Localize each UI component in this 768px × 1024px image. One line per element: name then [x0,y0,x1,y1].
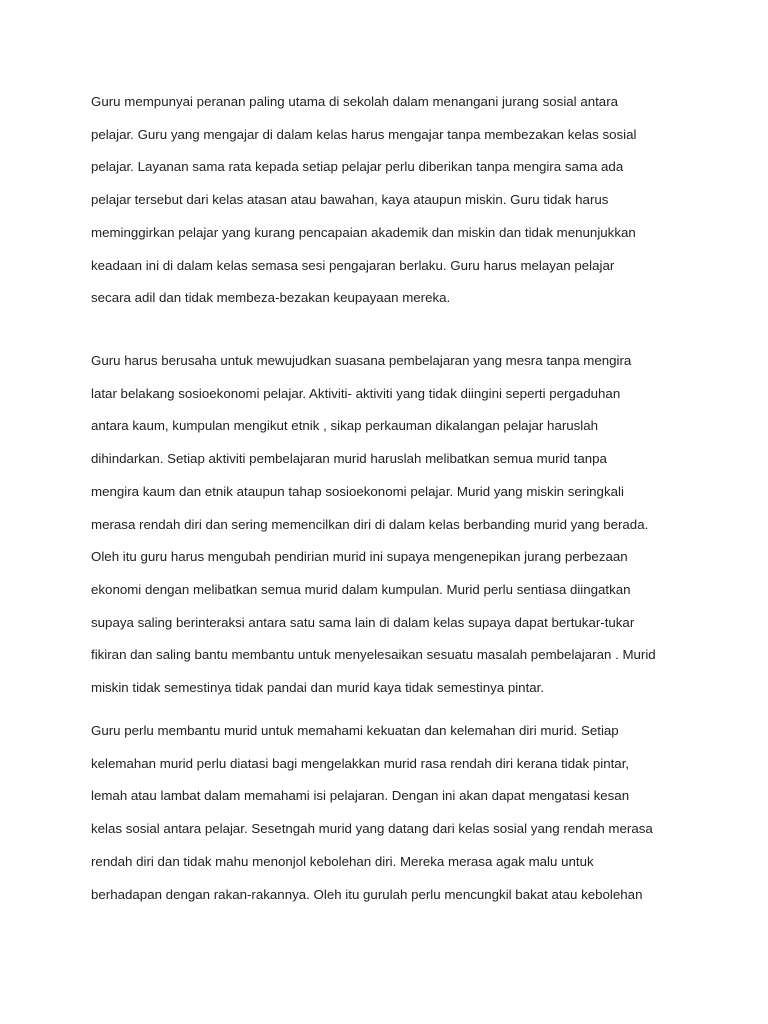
paragraph-line: secara adil dan tidak membeza-bezakan keupayaan mereka. [91,290,451,306]
paragraph-line: latar belakang sosioekonomi pelajar. Aktiviti- aktiviti yang tidak diingini seperti pergaduhan [91,385,621,401]
paragraph-line: kelemahan murid perlu diatasi bagi mengelakkan murid rasa rendah diri kerana tidak pintar, [91,755,630,771]
paragraph-line: Guru harus berusaha untuk mewujudkan suasana pembelajaran yang mesra tanpa mengira [91,353,632,368]
paragraph-1 [91,86,691,315]
paragraph-line: mengira kaum dan etnik ataupun tahap sosioekonomi pelajar. Murid yang miskin seringkali [91,483,624,499]
paragraph-line: lemah atau lambat dalam memahami isi pelajaran. Dengan ini akan dapat mengatasi kesan [91,788,630,804]
paragraph-line: fikiran dan saling bantu membantu untuk menyelesaikan sesuatu masalah pembelajaran . Murid [91,647,656,663]
paragraph-line: miskin tidak semestinya tidak pandai dan murid kaya tidak semestinya pintar. [91,680,545,696]
paragraph-line: dihindarkan. Setiap aktiviti pembelajaran murid haruslah melibatkan semua murid tanpa [91,451,607,467]
paragraph-3 [91,715,691,911]
paragraph-line: merasa rendah diri dan sering memencilkan diri di dalam kelas berbanding murid yang berada. [91,516,649,532]
paragraph-line: berhadapan dengan rakan-rakannya. Oleh itu gurulah perlu mencungkil bakat atau kebolehan [91,886,643,902]
paragraph-line: Guru mempunyai peranan paling utama di sekolah dalam menangani jurang sosial antara [91,94,619,109]
paragraph-line: Guru perlu membantu murid untuk memahami kekuatan dan kelemahan diri murid. Setiap [91,723,619,738]
paragraph-line: pelajar. Guru yang mengajar di dalam kelas harus mengajar tanpa membezakan kelas sosial [91,126,637,142]
paragraph-line: Oleh itu guru harus mengubah pendirian murid ini supaya mengenepikan jurang perbezaan [91,549,628,565]
paragraph-line: rendah diri dan tidak mahu menonjol kebolehan diri. Mereka merasa agak malu untuk [91,853,594,869]
paragraph-line: kelas sosial antara pelajar. Sesetngah murid yang datang dari kelas sosial yang rendah merasa [91,821,653,837]
paragraph-line: meminggirkan pelajar yang kurang pencapaian akademik dan miskin dan tidak menunjukkan [91,224,636,240]
paragraph-line: supaya saling berinteraksi antara satu sama lain di dalam kelas supaya dapat bertukar-tukar [91,614,635,630]
paragraph-line: pelajar tersebut dari kelas atasan atau bawahan, kaya ataupun miskin. Guru tidak harus [91,192,609,208]
paragraph-line: ekonomi dengan melibatkan semua murid dalam kumpulan. Murid perlu sentiasa diingatkan [91,581,631,597]
paragraph-line: antara kaum, kumpulan mengikut etnik , sikap perkauman dikalangan pelajar haruslah [91,418,599,434]
paragraph-line: keadaan ini di dalam kelas semasa sesi pengajaran berlaku. Guru harus melayan pelajar [91,257,615,273]
paragraph-2 [91,345,691,705]
paragraph-line: pelajar. Layanan sama rata kepada setiap pelajar perlu diberikan tanpa mengira sama ada [91,159,624,175]
